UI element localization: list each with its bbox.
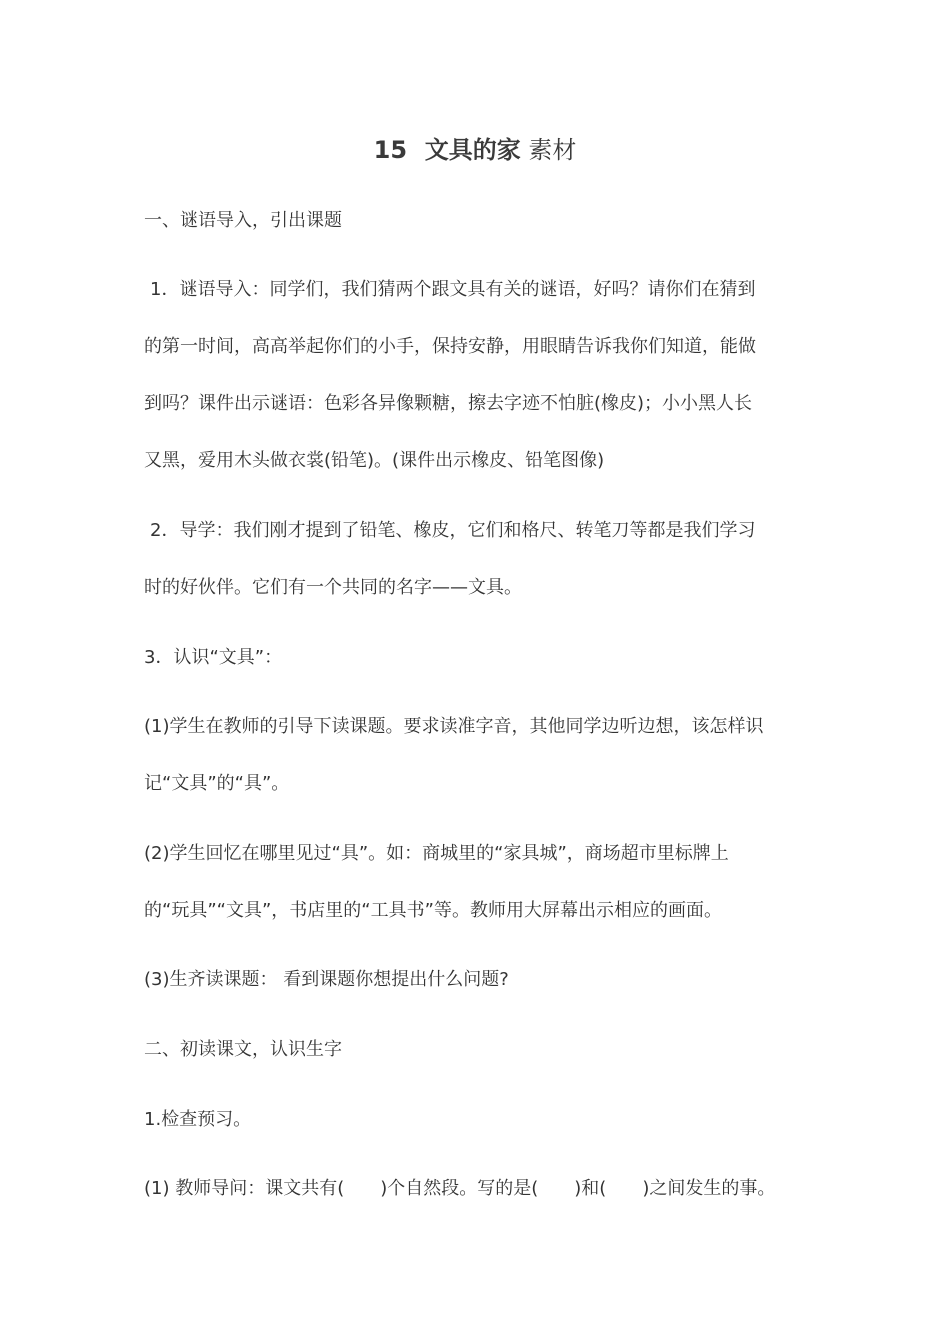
section-heading-1: 一、谜语导入，引出课题	[144, 210, 342, 231]
paragraph-line: (1)学生在教师的引导下读课题。要求读准字音，其他同学边听边想，该怎样识	[144, 716, 764, 737]
paragraph-line: 3．认识“文具”：	[144, 647, 283, 668]
document-title	[0, 131, 950, 169]
paragraph-line: 2．导学：我们刚才提到了铅笔、橡皮，它们和格尺、转笔刀等都是我们学习	[150, 520, 756, 541]
title-main: 文具的家	[424, 136, 521, 164]
paragraph-line: 的第一时间，高高举起你们的小手，保持安静，用眼睛告诉我你们知道，能做	[144, 336, 756, 357]
paragraph-line: (3)生齐读课题： 看到课题你想提出什么问题?	[144, 969, 509, 990]
paragraph-line: (1) 教师导问：课文共有( )个自然段。写的是( )和( )之间发生的事。	[144, 1178, 776, 1199]
section-heading-2: 二、初读课文，认识生字	[144, 1039, 342, 1060]
paragraph-line: 1.检查预习。	[144, 1109, 252, 1130]
paragraph-line: 到吗？课件出示谜语：色彩各异像颗糖，擦去字迹不怕脏(橡皮)；小小黑人长	[144, 393, 753, 414]
title-suffix: 素材	[528, 136, 577, 164]
paragraph-line: 的“玩具”“文具”，书店里的“工具书”等。教师用大屏幕出示相应的画面。	[144, 900, 722, 921]
paragraph-line: 1．谜语导入：同学们，我们猜两个跟文具有关的谜语，好吗？请你们在猜到	[150, 279, 756, 300]
paragraph-line: 时的好伙伴。它们有一个共同的名字——文具。	[144, 577, 522, 598]
paragraph-line: (2)学生回忆在哪里见过“具”。如：商城里的“家具城”，商场超市里标牌上	[144, 843, 729, 864]
paragraph-line: 记“文具”的“具”。	[144, 773, 290, 794]
paragraph-line: 又黑，爱用木头做衣裳(铅笔)。(课件出示橡皮、铅笔图像)	[144, 450, 605, 471]
title-number: 15	[373, 136, 408, 164]
